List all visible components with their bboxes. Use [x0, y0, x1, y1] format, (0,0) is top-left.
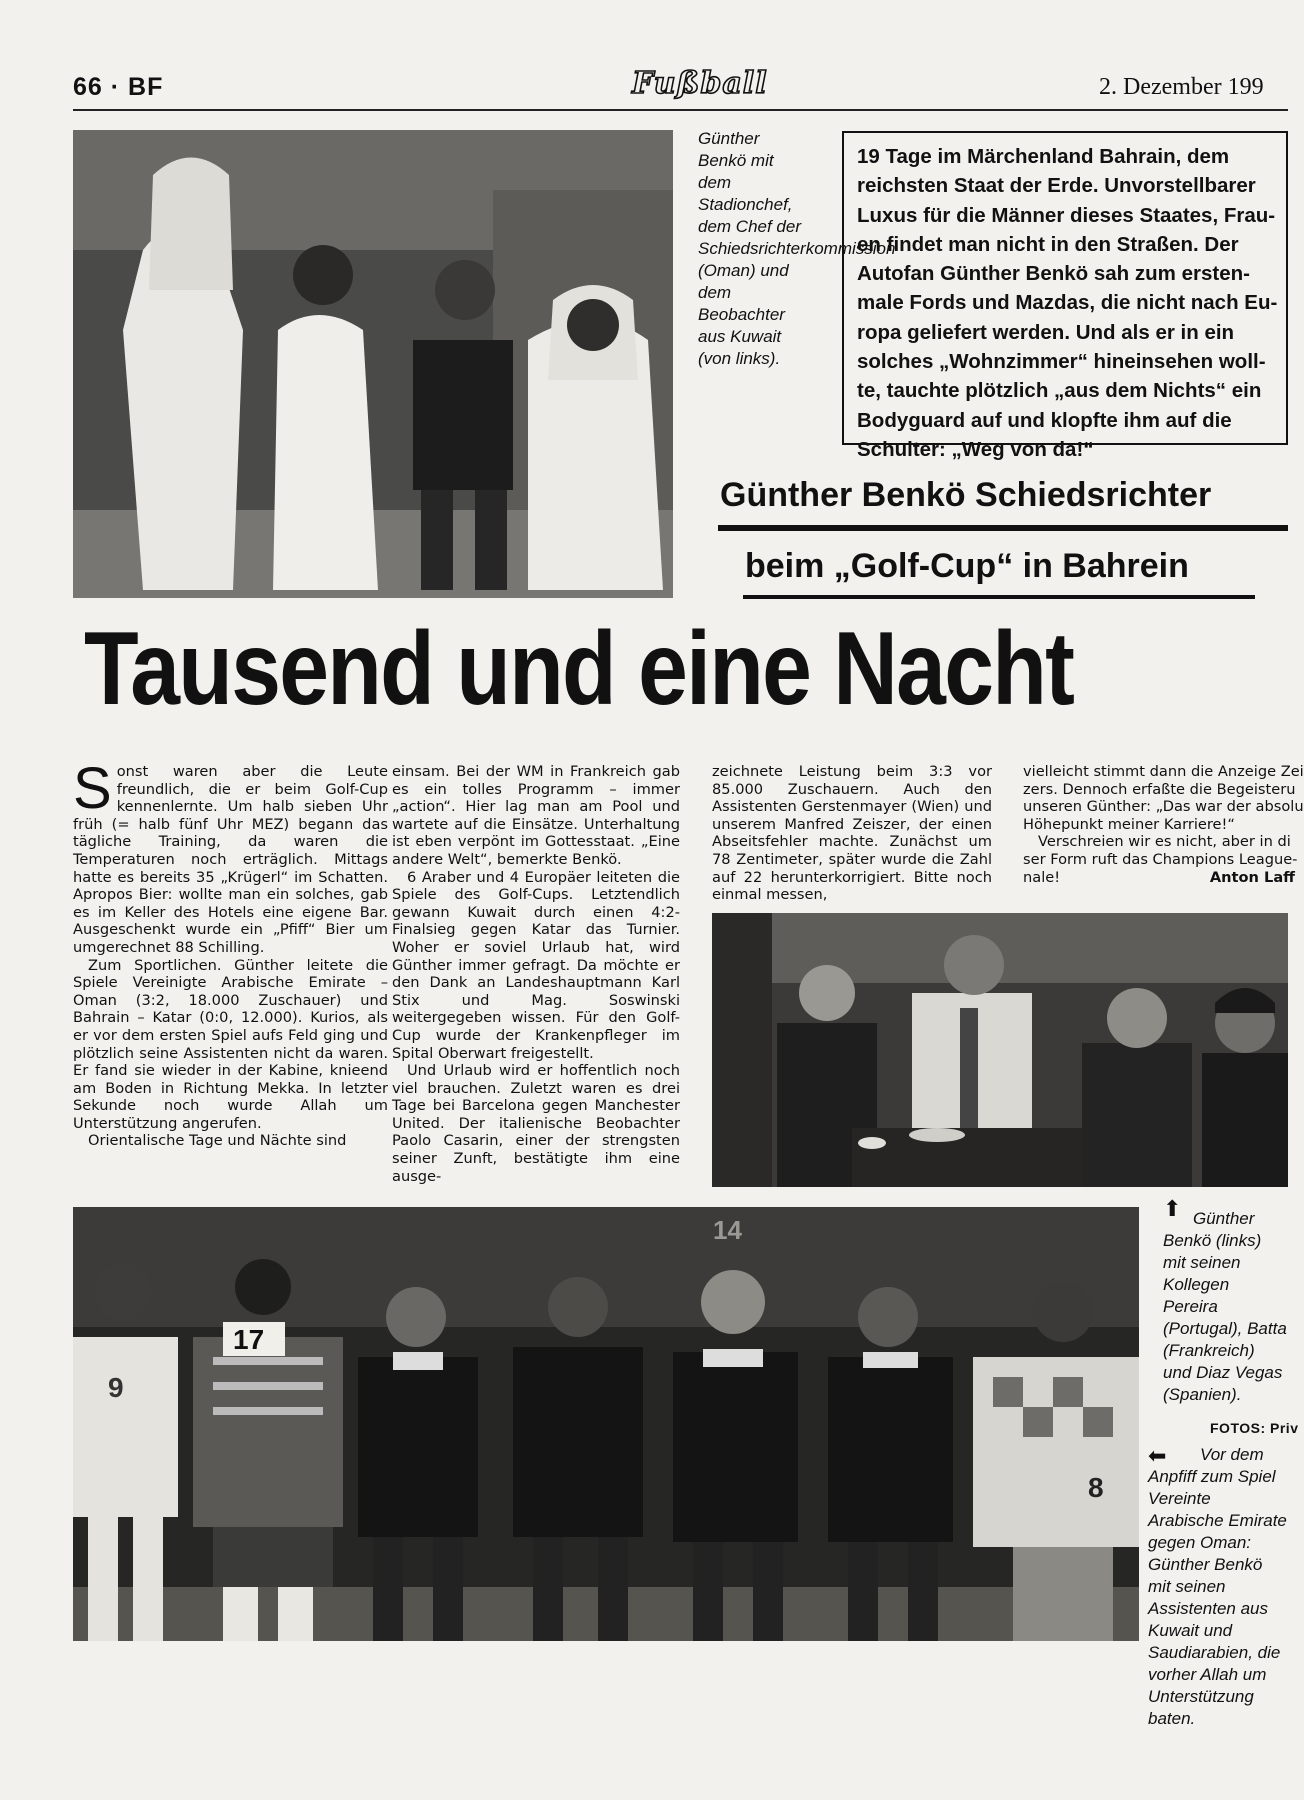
teaser-line: en findet man nicht in den Straßen. Der — [857, 232, 1239, 256]
arrow-left-icon: ⬅ — [1148, 1443, 1167, 1468]
teaser-line: ropa geliefert werden. Und als er in ein — [857, 320, 1235, 344]
issue-date: 2. Dezember 199 — [1099, 74, 1264, 100]
arrow-up-icon: ⬆ — [1163, 1196, 1182, 1221]
photo-referees-image — [712, 913, 1288, 1187]
jersey-number: 17 — [233, 1324, 265, 1355]
article-line: vielleicht stimmt dann die Anzeige Zei — [1023, 763, 1304, 780]
teaser-line: male Fords und Mazdas, die nicht nach Eu- — [857, 291, 1278, 315]
kicker-underline-2 — [743, 595, 1255, 599]
caption-photo-officials: Günther Benkö mit dem Stadionchef, dem Chef der Schiedsrichterkommission (Oman) und dem Beobachter aus Kuwait (von links). — [698, 129, 896, 368]
article-line: zers. Dennoch erfaßte die Begeisteru — [1023, 780, 1296, 798]
author-name: Anton Laff — [1209, 868, 1295, 886]
article-paragraph: zeichnete Leistung beim 3:3 vor 85.000 Zuschauern. Auch den Assistenten Gerstenmayer (Wien) und unserem Manfred Zeiszer, der einen Abseitsfehler machte. Zunächst um 78 Zentimeter, später wurde die Zahl auf 22 herunterkorrigiert. Bitte noch einmal messen, — [712, 763, 992, 904]
teaser-box — [842, 131, 1288, 461]
article-line: Verschreien wir es nicht, aber in di — [1038, 833, 1291, 851]
jersey-number: 9 — [108, 1372, 124, 1403]
photo-officials — [73, 130, 673, 598]
article-line: ser Form ruft das Champions League- — [1023, 850, 1298, 868]
article-paragraph: Zum Sportlichen. Günther leitete die Spiele Vereinigte Arabische Emirate – Oman (3:2, 18.000 Zuschauer) und Bahrain – Katar (0:0, 12.000). Kurios, als er vor dem ersten Spiel aufs Feld ging und plötzlich seine Assistenten nicht da waren. Er fand sie wieder in der Kabine, knieend am Boden in Richtung Mekka. In letzter Sekunde noch wurde Allah um Unterstützung angerufen. — [73, 956, 388, 1132]
article-column-3 — [712, 763, 992, 904]
article-paragraph: Orientalische Tage und Nächte sind — [88, 1132, 347, 1150]
article-line: Höhepunkt meiner Karriere!“ — [1023, 815, 1235, 833]
teaser-line: reichsten Staat der Erde. Unvorstellbarer — [857, 174, 1256, 198]
jersey-number: 8 — [1088, 1472, 1104, 1503]
teaser-line: Schulter: „Weg von da!“ — [857, 437, 1094, 461]
kicker-line-2: beim „Golf-Cup“ in Bahrein — [745, 547, 1189, 585]
teaser-line: Luxus für die Männer dieses Staates, Frau- — [857, 203, 1276, 227]
teaser-line: 19 Tage im Märchenland Bahrain, dem — [857, 145, 1230, 168]
stadium-number: 14 — [713, 1215, 742, 1245]
teaser-line: Bodyguard auf und klopfte ihm auf die — [857, 408, 1232, 432]
caption-photo-referees: Günther Benkö (links) mit seinen Kollegen Pereira (Portugal), Batta (Frankreich) und Diaz Vegas (Spanien). — [1163, 1209, 1287, 1404]
page-number: 66 · BF — [73, 73, 164, 101]
drop-cap: S — [73, 756, 112, 821]
photo-referees-seated — [712, 913, 1288, 1187]
article-column-4 — [1023, 763, 1304, 886]
paragraph-text: onst waren aber die Leute freundlich, die er beim Golf-Cup kennenlernte. Um halb sieben Uhr früh (= halb fünf Uhr MEZ) begann das tägliche Training, da waren die Temperaturen noch erträglich. Mittags hatte es bereits 35 „Krügerl“ im Schatten. Apropos Bier: wollte man ein solches, gab es im Keller des Hotels eine eigene Bar. Ausgeschenkt wurde ein „Pfiff“ Bier um umgerechnet 88 Schilling. — [73, 763, 388, 956]
masthead-rule — [73, 109, 1288, 111]
caption-photo-lineup: Vor dem Anpfiff zum Spiel Vereinte Arabische Emirate gegen Oman: Günther Benkö mit seinen Assistenten aus Kuwait und Saudiarabien, die vorher Allah um Unterstützung baten. — [1148, 1445, 1287, 1728]
photo-officials-image — [73, 130, 673, 598]
teaser-line: te, tauchte plötzlich „aus dem Nichts“ ein — [857, 379, 1262, 403]
photo-team-lineup — [73, 1207, 1139, 1641]
teaser-line: solches „Wohnzimmer“ hineinsehen woll- — [857, 350, 1266, 374]
section-title: Fußball — [632, 66, 768, 101]
article-line-text: nale! — [1023, 868, 1061, 886]
headline: Tausend und eine Nacht — [84, 611, 1074, 727]
article-column-2 — [392, 763, 680, 1185]
article-column-1 — [73, 756, 388, 1150]
photo-lineup-image — [73, 1207, 1139, 1641]
teaser-line: Autofan Günther Benkö sah zum ersten- — [857, 262, 1250, 286]
article-line: unseren Günther: „Das war der absolu — [1023, 798, 1304, 816]
article-line — [1023, 868, 1295, 887]
photo-credit: FOTOS: Priv — [1210, 1420, 1299, 1436]
article-paragraph: einsam. Bei der WM in Frankreich gab es ein tolles Programm – immer „action“. Hier lag man am Pool und wartete auf die Einsätze. Unterhaltung ist eben verpönt im Gottesstaat. „Eine andere Welt“, bemerkte Benkö. — [392, 763, 680, 868]
kicker-line-1: Günther Benkö Schiedsrichter — [720, 476, 1212, 514]
article-paragraph: Und Urlaub wird er hoffentlich noch viel brauchen. Zuletzt waren es drei Tage bei Barcelona gegen Manchester United. Der italienische Beobachter Paolo Casarin, einer der strengsten seiner Zunft, bestätigte ihm eine ausge- — [392, 1062, 680, 1185]
kicker-underline-1 — [718, 525, 1288, 531]
article-paragraph — [73, 756, 388, 957]
article-paragraph: 6 Araber und 4 Europäer leiteten die Spiele des Golf-Cups. Letztendlich gewann Kuwait durch einen 4:2-Finalsieg gegen Katar das Turnier. Woher er soviel Urlaub hat, wird Günther immer gefragt. Da möchte er den Dank an Landeshauptmann Karl Stix und Mag. Soswinski weitergegeben wissen. Für den Golf-Cup wurde der Krankenpfleger im Spital Oberwart freigestellt. — [392, 868, 680, 1062]
